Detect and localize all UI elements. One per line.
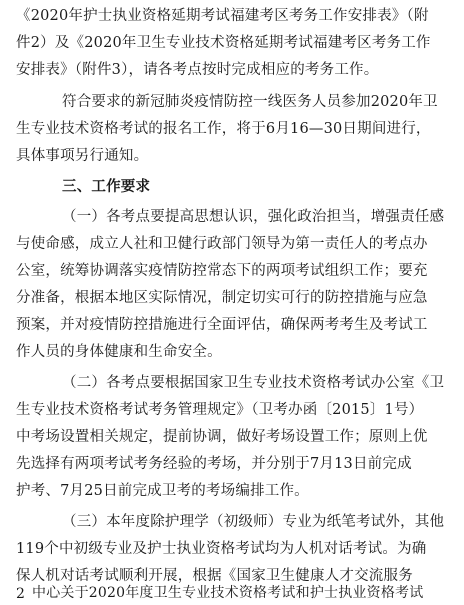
page-number: 2 [16,586,25,602]
body-text-line: （二）各考点要根据国家卫生专业技术资格考试办公室《卫 [62,375,445,391]
body-text-line: 生专业技术资格考试考务管理规定》（卫考办函〔2015〕1号） [16,402,424,418]
body-text-line: 安排表》（附件3），请各考点按时完成相应的考务工作。 [16,62,379,78]
section-heading: 三、工作要求 [62,178,151,195]
body-text-line: 作人员的身体健康和生命安全。 [16,344,222,360]
body-text-line: 件2）及《2020年卫生专业技术资格延期考试福建考区考务工作 [16,35,431,51]
body-text-line: 具体事项另行通知。 [16,148,149,164]
body-text-line: 与使命感，成立人社和卫健行政部门领导为第一责任人的考点办 [16,236,428,252]
body-text-line: 《2020年护士执业资格延期考试福建考区考务工作安排表》（附 [16,8,429,24]
body-text-line: 护考、7月25日前完成卫考的考场编排工作。 [16,483,309,499]
body-text-line: 119个中初级专业及护士执业资格考试均为人机对话考试。为确 [16,541,427,557]
body-text-line: 预案，并对疫情防控措施进行全面评估，确保两考考生及考试工 [16,317,428,333]
body-text-line: 符合要求的新冠肺炎疫情防控一线医务人员参加2020年卫 [62,94,438,110]
body-text-line: 生专业技术资格考试的报名工作，将于6月16—30日期间进行， [16,121,431,137]
body-text-line: 先选择有两项考试考务经验的考场，并分别于7月13日前完成 [16,456,412,472]
body-text-line: 保人机对话考试顺利开展，根据《国家卫生健康人才交流服务 [16,568,413,584]
body-text-line: 中心关于2020年度卫生专业技术资格考试和护士执业资格考试 [32,585,424,601]
body-text-line: 分准备，根据本地区实际情况，制定切实可行的防控措施与应急 [16,290,428,306]
body-text-line: 公室，统筹协调落实疫情防控常态下的两项考试组织工作；要充 [16,263,428,279]
body-text-line: （一）各考点要提高思想认识，强化政治担当，增强责任感 [62,209,445,225]
body-text-line: （三）本年度除护理学（初级师）专业为纸笔考试外，其他 [62,514,445,530]
body-text-line: 中考场设置相关规定，提前协调，做好考场设置工作；原则上优 [16,429,428,445]
